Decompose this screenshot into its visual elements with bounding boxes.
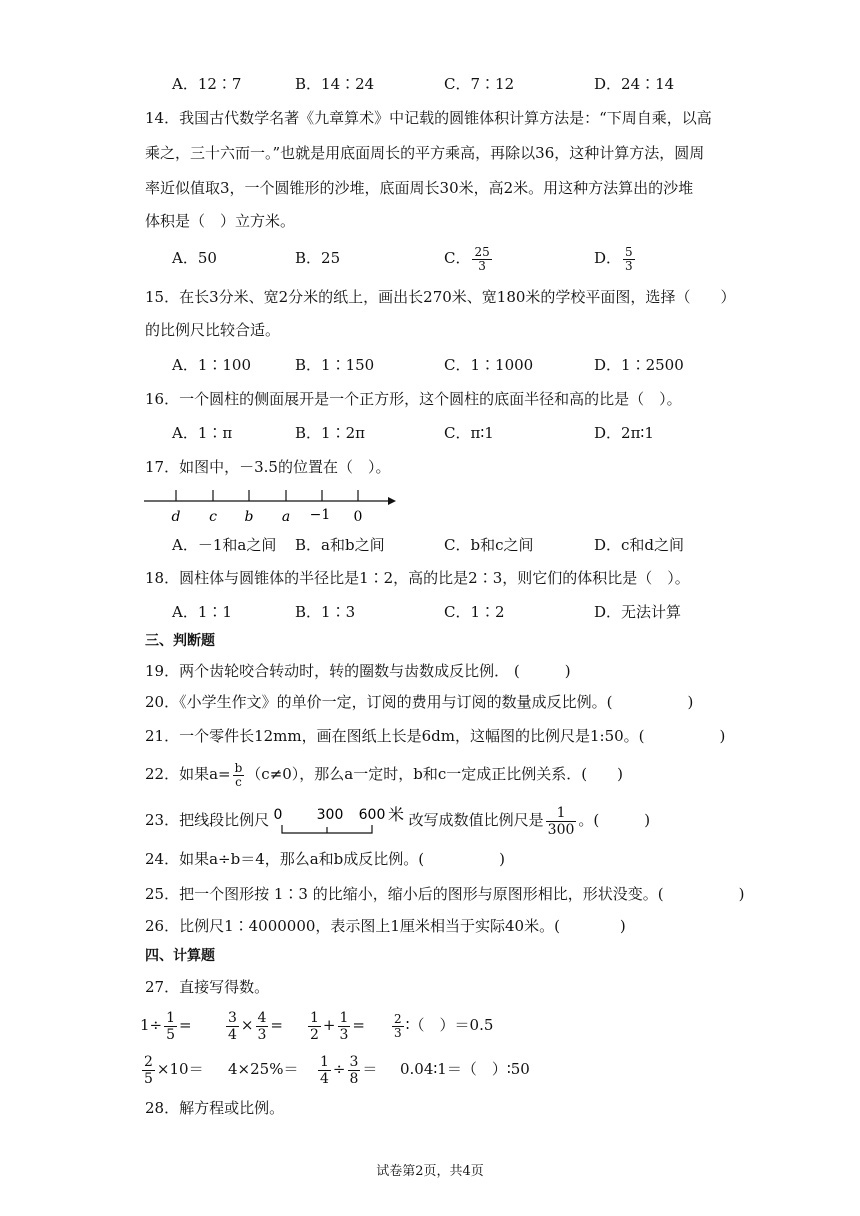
calc-expression-6: 4×25%＝	[228, 1060, 299, 1078]
q15-option-b[interactable]: B．1∶150	[295, 356, 375, 374]
q15-line-1: 15．在长3分米、宽2分米的纸上，画出长270米、宽180米的学校平面图，选择（ ）	[145, 288, 736, 306]
q23-suffix: 。( )	[578, 811, 651, 829]
q14-option-d[interactable]	[594, 240, 637, 276]
q14-line-1: 14．我国古代数学名著《九章算术》中记载的圆锥体积计算方法是：“下周自乘，以高	[145, 109, 712, 127]
q16-option-a[interactable]: A．1∶π	[172, 424, 233, 442]
q16-option-b[interactable]: B．1∶2π	[295, 424, 365, 442]
scale-label-0: 0	[273, 807, 283, 823]
calc-expression-4: $\frac{2}{3}$ ∶（ ）＝0.5	[394, 1011, 494, 1040]
axis-label-zero: 0	[353, 509, 363, 525]
calc-expression-2: $\frac{3}{4}$ × $\frac{4}{3}$ =	[228, 1009, 283, 1043]
q22-prefix: 22．如果a=	[145, 765, 231, 783]
q15-option-d[interactable]: D．1∶2500	[594, 356, 684, 374]
number-line	[140, 484, 400, 526]
calc-expression-5: $\frac{2}{5}$ ×10＝	[144, 1053, 204, 1087]
axis-label-c: c	[209, 509, 217, 525]
calc-expression-3: $\frac{1}{2}$ + $\frac{1}{3}$ =	[310, 1009, 365, 1043]
q17-option-c[interactable]: C．b和c之间	[444, 536, 534, 554]
section-3-heading: 三、判断题	[145, 633, 215, 649]
q13-option-d[interactable]: D．24∶14	[594, 75, 675, 93]
q14-line-2: 乘之，三十六而一。”也就是用底面周长的平方乘高，再除以36，这种计算方法，圆周	[145, 144, 705, 162]
q18-text: 18．圆柱体与圆锥体的半径比是1∶2，高的比是2∶3，则它们的体积比是（ ）。	[145, 569, 690, 587]
section-4-heading: 四、计算题	[145, 948, 215, 964]
q21-text: 21．一个零件长12mm，画在图纸上长是6dm，这幅图的比例尺是1:50。( )	[145, 727, 726, 745]
axis-label-minus-one: −1	[309, 507, 331, 523]
q14-option-c-fraction: $\frac{25}{3}$	[474, 244, 490, 273]
q17-text: 17．如图中，－3.5的位置在（ ）。	[145, 458, 391, 476]
q15-line-2: 的比例尺比较合适。	[145, 321, 281, 339]
q24-text: 24．如果a÷b＝4，那么a和b成反比例。( )	[145, 850, 505, 868]
q18-option-b[interactable]: B．1∶3	[295, 603, 356, 621]
q18-option-a[interactable]: A．1∶1	[172, 603, 232, 621]
q18-option-d[interactable]: D．无法计算	[594, 603, 682, 621]
q22-text	[145, 756, 623, 792]
q17-option-b[interactable]: B．a和b之间	[295, 536, 385, 554]
calc-expression-8: 0.04∶1＝（ ）∶50	[400, 1060, 530, 1078]
q14-option-d-fraction: $\frac{5}{3}$	[625, 244, 633, 273]
q17-option-d[interactable]: D．c和d之间	[594, 536, 685, 554]
q14-option-d-label: D．	[594, 249, 622, 267]
q22-fraction: $\frac{b}{c}$	[234, 760, 243, 789]
page-footer: 试卷第2页，共4页	[376, 1164, 484, 1179]
q28-text: 28．解方程或比例。	[145, 1099, 285, 1117]
q15-option-a[interactable]: A．1∶100	[172, 356, 252, 374]
q14-option-c-label: C．	[444, 249, 471, 267]
scale-label-600: 600	[358, 807, 386, 823]
q15-option-c[interactable]: C．1∶1000	[444, 356, 534, 374]
q23-text	[145, 800, 650, 840]
q18-option-c[interactable]: C．1∶2	[444, 603, 505, 621]
axis-label-b: b	[244, 509, 254, 525]
q14-option-b[interactable]: B．25	[295, 249, 341, 267]
axis-label-d: d	[171, 509, 181, 525]
calc-expression-1: 1÷ $\frac{1}{5}$ =	[140, 1009, 192, 1043]
line-segment-scale	[274, 803, 404, 839]
q27-text: 27．直接写得数。	[145, 978, 270, 996]
scale-label-unit: 米	[387, 805, 404, 824]
q13-option-a[interactable]: A．12∶7	[172, 75, 242, 93]
q16-option-d[interactable]: D．2π∶1	[594, 424, 654, 442]
q17-option-a[interactable]: A．－1和a之间	[172, 536, 277, 554]
q14-line-4: 体积是（ ）立方米。	[145, 212, 296, 230]
q23-prefix: 23．把线段比例尺	[145, 811, 270, 829]
q23-middle: 改写成数值比例尺是	[408, 811, 544, 829]
calc-expression-7: $\frac{1}{4}$ ÷ $\frac{3}{8}$ ＝	[320, 1053, 378, 1087]
q23-fraction: $\frac{1}{300}$	[547, 804, 575, 838]
q14-option-c[interactable]	[444, 240, 494, 276]
q16-text: 16．一个圆柱的侧面展开是一个正方形，这个圆柱的底面半径和高的比是（ ）。	[145, 390, 682, 408]
q19-text: 19．两个齿轮咬合转动时，转的圈数与齿数成反比例． ( )	[145, 662, 571, 680]
axis-label-a: a	[281, 509, 291, 525]
q25-text: 25．把一个图形按 1∶3 的比缩小，缩小后的图形与原图形相比，形状没变。( )	[145, 885, 745, 903]
q22-suffix: （c≠0），那么a一定时，b和c一定成正比例关系．( )	[246, 765, 623, 783]
q20-text: 20．《小学生作文》的单价一定，订阅的费用与订阅的数量成反比例。( )	[145, 693, 694, 711]
q14-option-a[interactable]: A．50	[172, 249, 217, 267]
q14-line-3: 率近似值取3，一个圆锥形的沙堆，底面周长30米，高2米。用这种方法算出的沙堆	[145, 179, 694, 197]
q26-text: 26．比例尺1∶4000000，表示图上1厘米相当于实际40米。( )	[145, 917, 626, 935]
q13-option-c[interactable]: C．7∶12	[444, 75, 515, 93]
scale-label-300: 300	[316, 807, 344, 823]
q13-option-b[interactable]: B．14∶24	[295, 75, 375, 93]
q16-option-c[interactable]: C．π∶1	[444, 424, 494, 442]
